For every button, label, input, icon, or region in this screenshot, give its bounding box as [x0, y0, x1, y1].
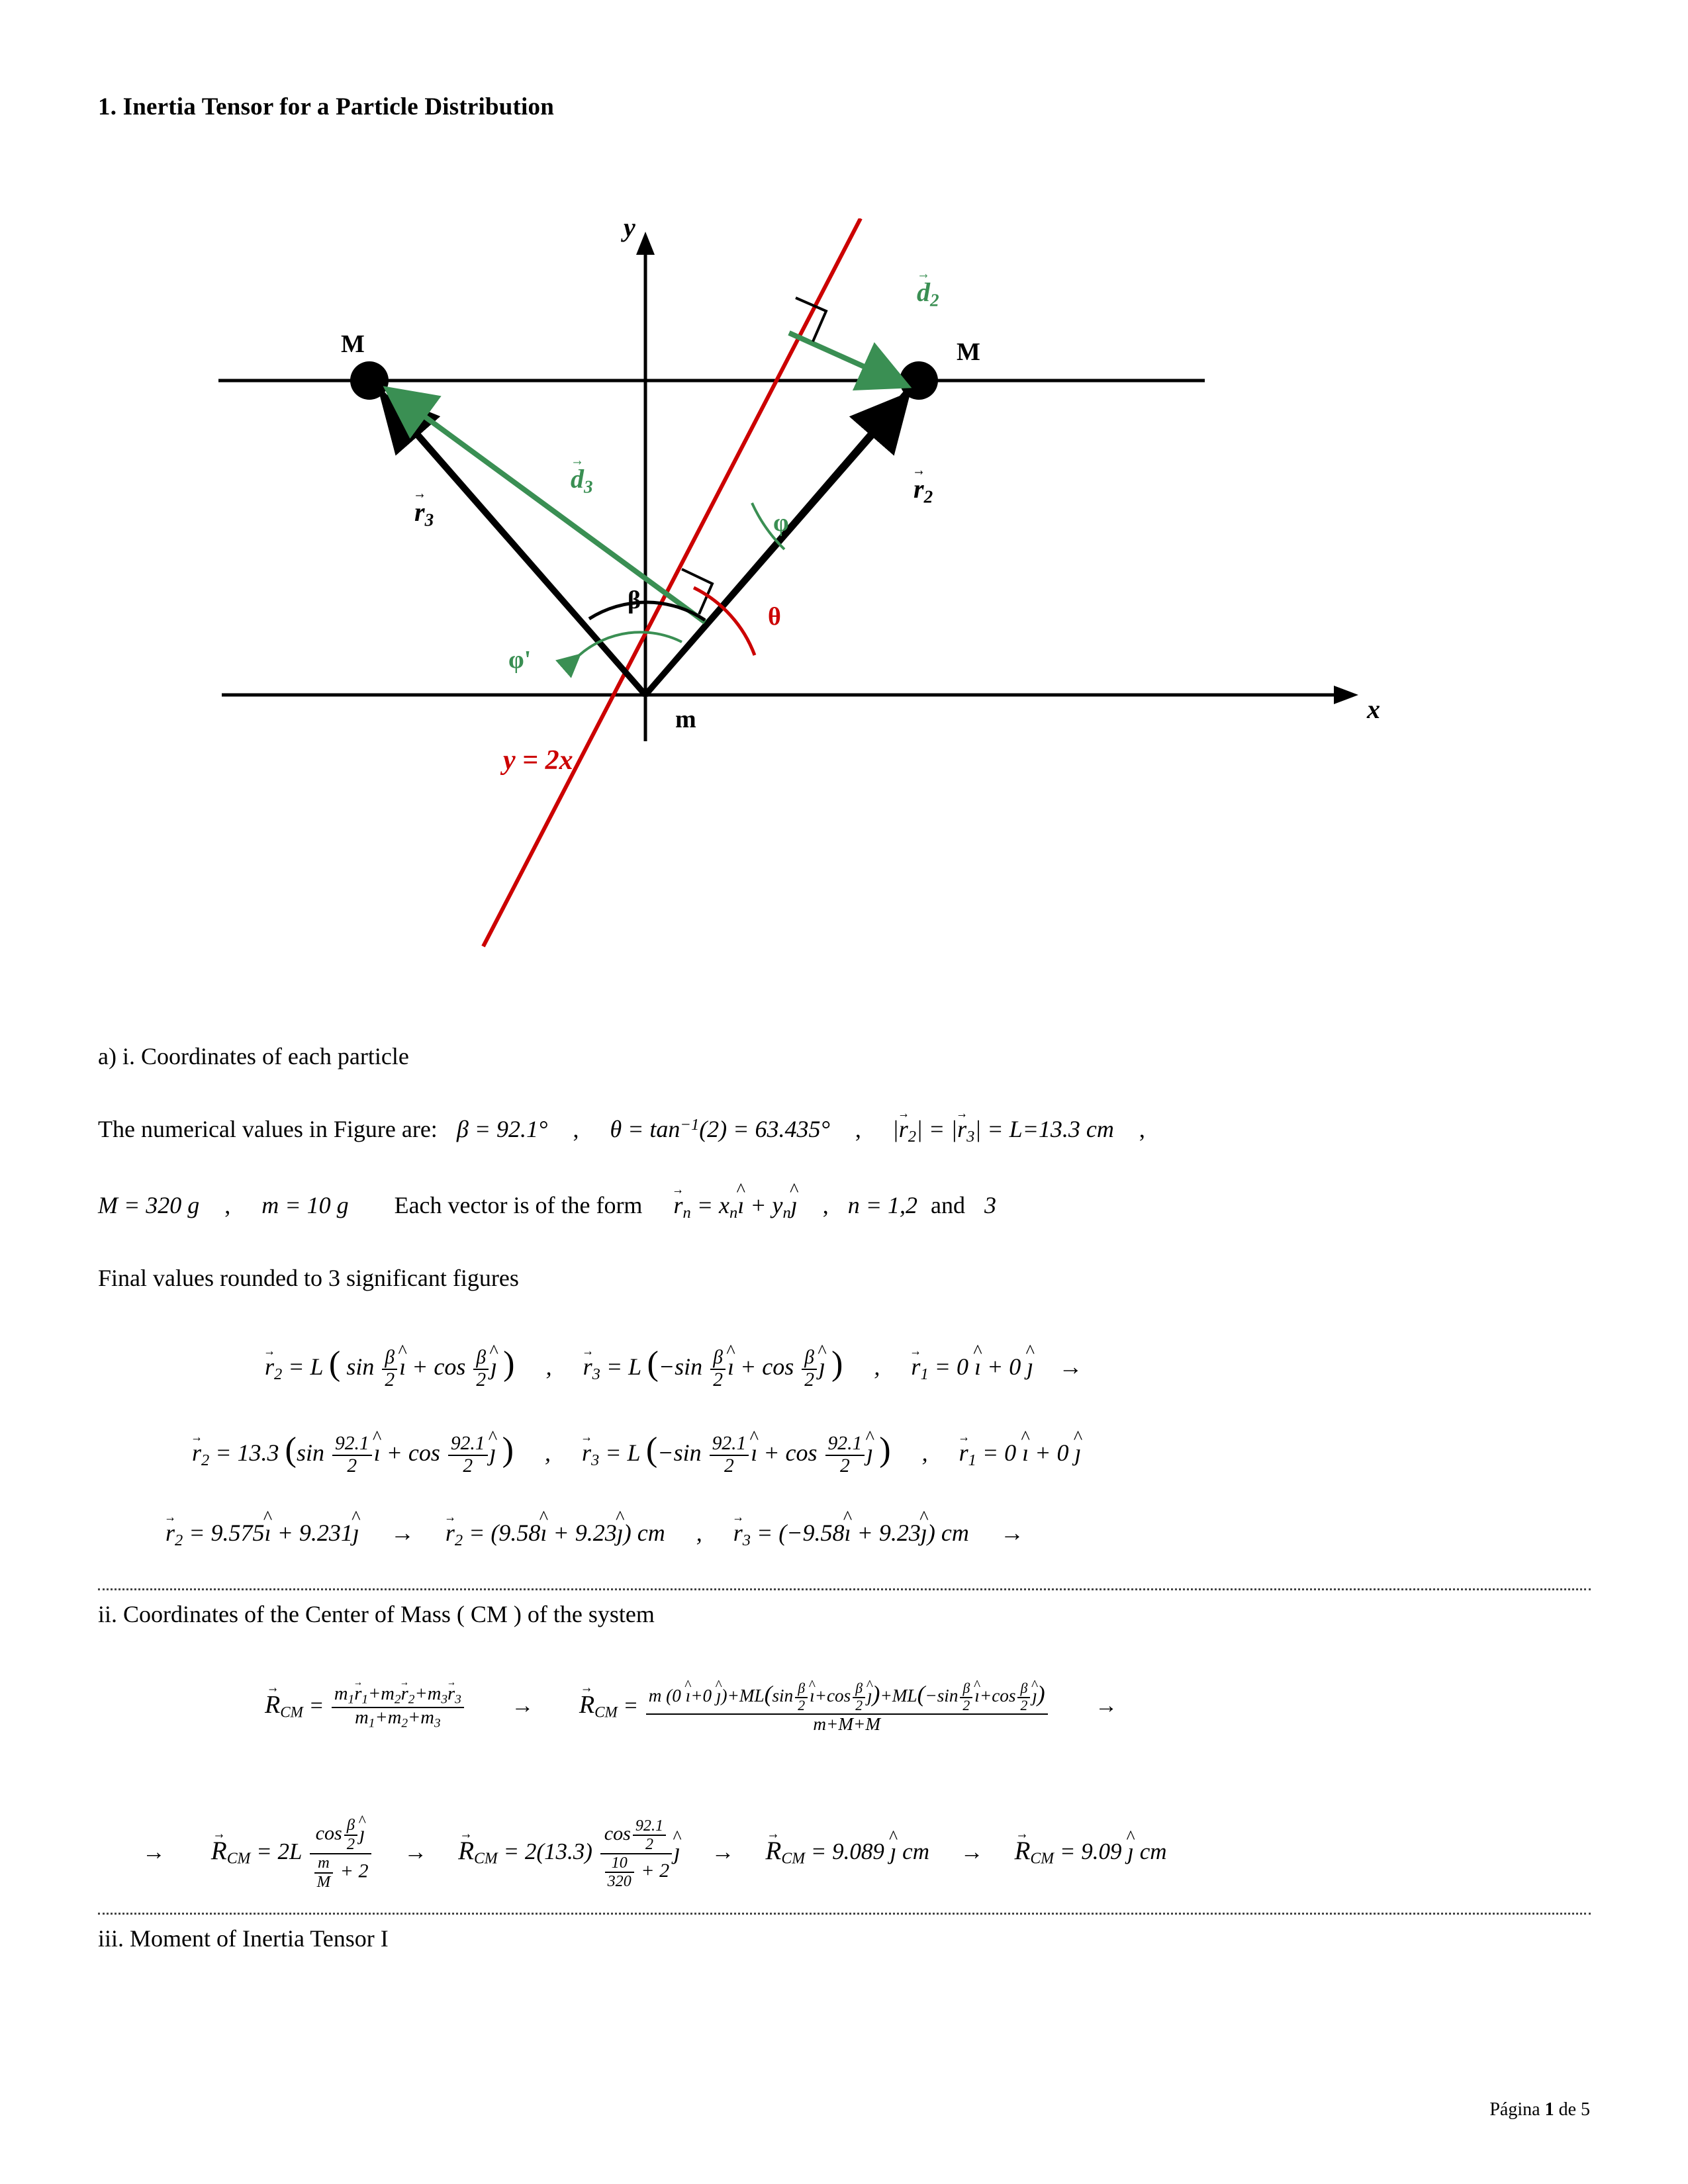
theta-value: $\theta = \tan^{-1}(2) = 63.435^\circ$ — [610, 1115, 830, 1142]
label-angle-theta: θ — [768, 603, 781, 631]
y-axis-arrow — [636, 232, 655, 255]
rounding-note: Final values rounded to 3 significant figures — [98, 1265, 519, 1291]
section-separator-1 — [98, 1588, 1591, 1590]
vector-r2-arrow — [645, 396, 907, 695]
label-vector-d3: $d \to_3$ — [571, 463, 593, 498]
equation-line-3: $r \to_2$ = 9.575ı ^ + 9.231ȷ ^ → $r \to_2$ = (9.58ı ^ + 9.23ȷ ^) cm , $r \to_3$ = (−9.58ı ^ + 9.23ȷ ^) cm → — [165, 1519, 1024, 1550]
eq-cm-result-raw: $R \to_{CM} = 9.089$ ȷ ^ cm — [765, 1839, 929, 1864]
x-axis-arrow — [1334, 686, 1358, 704]
label-vector-r3: $r \to_3$ — [414, 496, 434, 531]
label-mass-M-right: M — [957, 338, 980, 366]
eq-r2-result-raw: $r \to_2$ = 9.575ı ^ + 9.231ȷ ^ — [165, 1520, 359, 1546]
eq-r3-result: $r \to_3$ = (−9.58ı ^ + 9.23ȷ ^) cm — [733, 1520, 969, 1546]
label-line-equation: y = 2x — [503, 745, 573, 776]
vector-form-intro: Each vector is of the form — [394, 1192, 643, 1218]
footer-middle: de — [1558, 2099, 1576, 2120]
eq-cm-numeric: $R \to_{CM} = 2(13.3)$ cos $\frac{92.1}{2}$ $\frac{10}{320}$ + 2 ȷ ^ — [458, 1839, 686, 1864]
label-mass-m: m — [675, 705, 696, 733]
magnitudes-value: $|r \to_2| = |r \to_3| = L=13.3$ cm — [892, 1116, 1114, 1142]
mass-m-value: m = 10 g — [261, 1192, 349, 1218]
footer-page-number: 1 — [1544, 2099, 1554, 2120]
numerical-intro-text: The numerical values in Figure are: — [98, 1116, 438, 1142]
label-mass-M-left: M — [341, 330, 365, 358]
eq-r3-numeric: $r \to_3 = L$ (−sin $\frac{92.1}{2}$ ı ^ + cos $\frac{92.1}{2}$ ȷ ^ ) — [582, 1439, 891, 1466]
equation-line-2: $r \to_2 = 13.3$ (sin $\frac{92.1}{2}$ ı ^ + cos $\frac{92.1}{2}$ ȷ ^ ) , $r \to_3 = L$ (−sin $\frac{92.1}{2}$ ı ^ + cos $\frac{92.1}{2}$ ȷ ^ ) , $r \to_1 = 0$ ı ^ + 0 ȷ ^ — [192, 1430, 1081, 1477]
vector-general-form: $r \to_n$ = $x_nı$ ^ + $y_nȷ$ ^ — [673, 1192, 797, 1218]
mass-M-right-dot — [900, 361, 938, 400]
section-a-iii-heading: iii. Moment of Inertia Tensor I — [98, 1925, 389, 1952]
line-y-equals-2x — [483, 218, 861, 946]
label-angle-phi: φ — [773, 509, 789, 537]
eq-r1-symbolic: $r \to_1 = 0$ ı ^ + 0 ȷ ^ → — [911, 1353, 1082, 1380]
label-vector-r2: $r \to_2$ — [914, 473, 933, 508]
section-a-ii-heading: ii. Coordinates of the Center of Mass ( CM ) of the system — [98, 1601, 655, 1627]
page-footer — [1489, 2099, 1590, 2120]
vector-d3-arrow — [387, 389, 705, 622]
x-axis-label: x — [1367, 694, 1380, 724]
section-a-i-heading: a) i. Coordinates of each particle — [98, 1043, 409, 1069]
eq-cm-substituted: $R \to_{CM}$ = m (0 ı ^+0 ȷ ^)+ML(sin $\frac{\beta}{2}$ ı ^+cos $\frac{\beta}{2}$ ȷ ^)+ML(−sin $\frac{\beta}{2}$ ı ^+cos $\frac{\beta}{2}$ ȷ ^) m+M+M — [579, 1694, 1055, 1718]
label-vector-d2: $d \to_2$ — [917, 277, 939, 311]
index-note: n = 1,2 and 3 — [847, 1192, 997, 1218]
eq-cm-simplified: $R \to_{CM} = 2L$ cos $\frac{\beta}{2}$ ȷ ^ $\frac{m}{M}$ + 2 — [211, 1839, 379, 1864]
section-separator-2 — [98, 1913, 1591, 1915]
vector-d2-arrow — [789, 333, 907, 386]
eq-r1-numeric: $r \to_1 = 0$ ı ^ + 0 ȷ ^ — [959, 1439, 1082, 1466]
label-angle-phi-prime: φ' — [508, 646, 532, 674]
footer-prefix: Página — [1489, 2099, 1540, 2120]
page-title: 1. Inertia Tensor for a Particle Distribution — [98, 93, 555, 120]
eq-r2-numeric: $r \to_2 = 13.3$ (sin $\frac{92.1}{2}$ ı ^ + cos $\frac{92.1}{2}$ ȷ ^ ) — [192, 1439, 514, 1466]
eq-r2-symbolic: $r \to_2 = L$ ( sin $\frac{\beta}{2}$ ı ^ + cos $\frac{\beta}{2}$ ȷ ^ ) — [265, 1353, 515, 1380]
eq-r3-symbolic: $r \to_3 = L$ (−sin $\frac{\beta}{2}$ ı ^ + cos $\frac{\beta}{2}$ ȷ ^ ) — [583, 1353, 843, 1380]
eq-r2-result: $r \to_2$ = (9.58ı ^ + 9.23ȷ ^) cm — [445, 1520, 665, 1546]
equation-cm-line-2: → $R \to_{CM} = 2L$ cos $\frac{\beta}{2}$ ȷ ^ $\frac{m}{M}$ + 2 → $R \to_{CM} = 2(13.3)$ cos $\frac{92.1}{2}$ $\frac{10}{320}$ + 2 ȷ ^ → $R \to_{CM} = 9.089$ ȷ ^ cm → $R \to_{CM} = 9.09$ ȷ ^ cm — [142, 1817, 1167, 1891]
eq-cm-result: $R \to_{CM} = 9.09$ ȷ ^ cm — [1014, 1839, 1166, 1864]
eq-cm-definition: $R \to_{CM}$ = $\frac{m_1r \to_1+m_2r \to_2+m_3r \to_3}{m_1+m_2+m_3}$ — [265, 1694, 471, 1718]
equation-cm-line-1: $R \to_{CM}$ = $\frac{m_1r \to_1+m_2r \to_2+m_3r \to_3}{m_1+m_2+m_3}$ → $R \to_{CM}$ = m (0 ı ^+0 ȷ ^)+ML(sin $\frac{\beta}{2}$ ı ^+cos $\frac{\beta}{2}$ ȷ ^)+ML(−sin $\frac{\beta}{2}$ ı ^+cos $\frac{\beta}{2}$ ȷ ^) m+M+M → — [265, 1681, 1117, 1735]
label-angle-beta: β — [628, 586, 641, 614]
y-axis-label: y — [624, 212, 635, 242]
beta-value: β = 92.1° — [456, 1116, 548, 1142]
mass-M-value: M = 320 g — [98, 1192, 200, 1218]
equation-line-1: $r \to_2 = L$ ( sin $\frac{\beta}{2}$ ı ^ + cos $\frac{\beta}{2}$ ȷ ^ ) , $r \to_3 = L$ (−sin $\frac{\beta}{2}$ ı ^ + cos $\frac{\beta}{2}$ ȷ ^ ) , $r \to_1 = 0$ ı ^ + 0 ȷ ^ → — [265, 1343, 1082, 1391]
figure-diagram — [218, 212, 1410, 999]
masses-line: M = 320 g , m = 10 g Each vector is of the form $r \to_n$ = $x_nı$ ^ + $y_nȷ$ ^ , n = 1,2 and 3 — [98, 1191, 996, 1222]
footer-total-pages: 5 — [1581, 2099, 1590, 2120]
mass-M-left-dot — [350, 361, 389, 400]
numerical-values-line: The numerical values in Figure are: β = 92.1° , $\theta = \tan^{-1}(2) = 63.435^\circ$ , $|r \to_2| = |r \to_3| = L=13.3$ cm , — [98, 1115, 1145, 1146]
